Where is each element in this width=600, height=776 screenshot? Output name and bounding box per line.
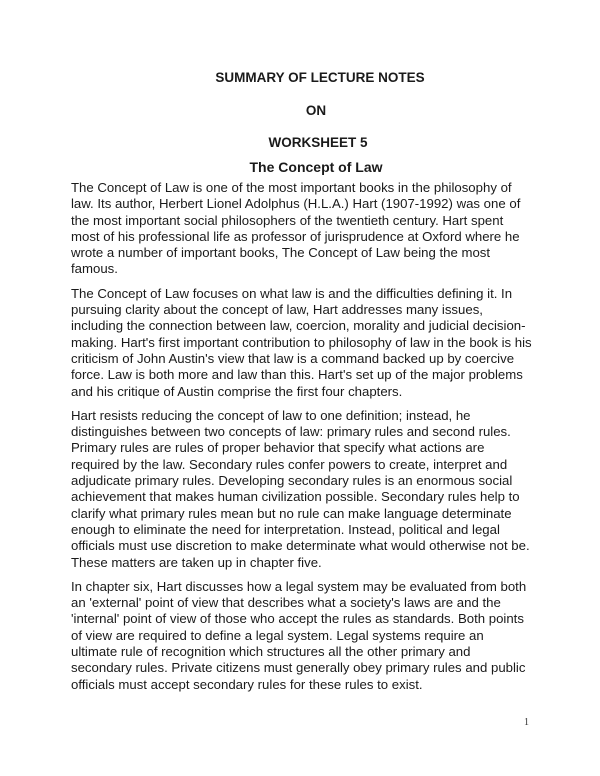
document-title: SUMMARY OF LECTURE NOTES [215,70,425,85]
paragraph-1: The Concept of Law is one of the most important books in the philosophy of law. Its author, Herbert Lionel Adolphus (H.L.A.) Hart (1907-1992) was one of the most important social philosophers of the twentieth century. Hart spent most of his professional life as professor of jurisprudence at Oxford where he wrote a number of important books, The Concept of Law being the most famous. [71,180,521,277]
page-number: 1 [524,717,529,728]
section-subtitle: The Concept of Law [249,159,383,175]
paragraph-3: Hart resists reducing the concept of law to one definition; instead, he distinguishes between two concepts of law: primary rules and second rules. Primary rules are rules of proper behavior that specify what actions are required by the law. Secondary rules confer powers to create, interpret and adjudicate primary rules. Developing secondary rules is an enormous social achievement that makes human civilization possible. Secondary rules help to clarify what primary rules mean but no rule can make language determinate enough to eliminate the need for interpretation. Instead, political and legal officials must use discretion to make determinate what would otherwise not be. These matters are taken up in chapter five. [71,407,530,570]
paragraph-2: The Concept of Law focuses on what law is and the difficulties defining it. In pursuing clarity about the concept of law, Hart addresses many issues, including the connection between law, coercion, morality and judicial decision-making. Hart's first important contribution to philosophy of law in the book is his criticism of John Austin's view that law is a command backed up by coercive force. Law is both more and law than this. Hart's set up of the major problems and his critique of Austin comprise the first four chapters. [71,285,532,399]
worksheet-heading: WORKSHEET 5 [268,135,368,150]
document-body [71,180,533,701]
document-title-on: ON [305,103,327,118]
paragraph-4: In chapter six, Hart discusses how a legal system may be evaluated from both an 'external' point of view that describes what a society's laws are and the 'internal' point of view of those who accept the rules as standards. Both points of view are required to define a legal system. Legal systems require an ultimate rule of recognition which structures all the other primary and secondary rules. Private citizens must generally obey primary rules and public officials must accept secondary rules for these rules to exist. [71,578,527,692]
